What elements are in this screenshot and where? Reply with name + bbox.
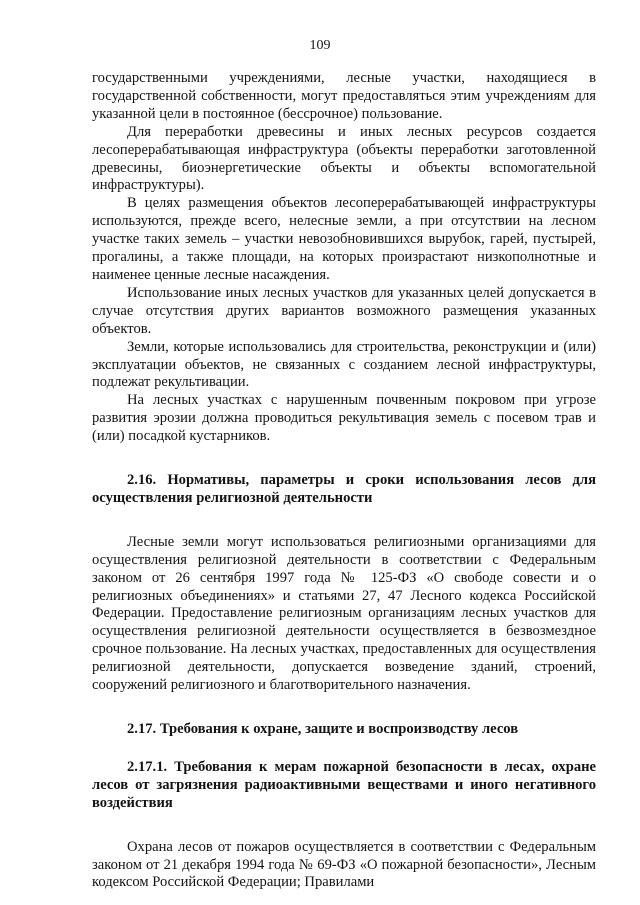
paragraph: Охрана лесов от пожаров осуществляется в соответствии с Федеральным законом от 21 декабря 1994 года № 69-ФЗ «О пожарной безопасности», Лесным кодексом Российской Федерации; Правилами xyxy=(92,838,596,891)
paragraph: Лесные земли могут использоваться религиозными организациями для осуществления религиозной деятельности в соответствии с Федеральным законом от 26 сентября 1997 года № 125-ФЗ «О свободе совести и о религиозных объединениях» и статьями 27, 47 Лесного кодекса Российской Федерации. Предоставление религиозным организациям лесных участков для осуществления религиозной деятельности осуществляется в безвозмездное срочное пользование. На лесных участках, предоставленных для осуществления религиозной деятельности, допускается возведение зданий, строений, сооружений религиозного и благотворительного назначения. xyxy=(92,533,596,694)
paragraph: На лесных участках с нарушенным почвенным покровом при угрозе развития эрозии должна проводиться рекультивация земель с посевом трав и (или) посадкой кустарников. xyxy=(92,392,596,445)
section-heading-2-16: 2.16. Нормативы, параметры и сроки использования лесов для осуществления религиозной деятельности xyxy=(92,472,596,506)
paragraph: В целях размещения объектов лесоперерабатывающей инфраструктуры используются, прежде всего, нелесные земли, а при отсутствии на лесном участке таких земель – участки невозобновившихся вырубок, гарей, пустырей, прогалины, а также площади, на которых произрастают низкополнотные и наименее ценные лесные насаждения. xyxy=(92,195,596,283)
page-body xyxy=(92,70,596,892)
paragraph: государственными учреждениями, лесные участки, находящиеся в государственной собственности, могут предоставляться этим учреждениям для указанной цели в постоянное (бессрочное) пользование. xyxy=(92,70,596,122)
paragraph: Для переработки древесины и иных лесных ресурсов создается лесоперерабатывающая инфраструктура (объекты переработки заготовленной древесины, биоэнергетические объекты и объекты вспомогательной инфраструктуры). xyxy=(92,123,596,194)
page-number: 109 xyxy=(309,38,331,53)
paragraph: Земли, которые использовались для строительства, реконструкции и (или) эксплуатации объектов, не связанных с созданием лесной инфраструктуры, подлежат рекультивации. xyxy=(92,338,596,391)
subsection-heading-2-17-1: 2.17.1. Требования к мерам пожарной безопасности в лесах, охране лесов от загрязнения радиоактивными веществами и иного негативного воздействия xyxy=(92,758,596,811)
section-heading-2-17: 2.17. Требования к охране, защите и воспроизводству лесов xyxy=(127,721,519,737)
paragraph: Использование иных лесных участков для указанных целей допускается в случае отсутствия других вариантов возможного размещения указанных объектов. xyxy=(92,284,596,337)
